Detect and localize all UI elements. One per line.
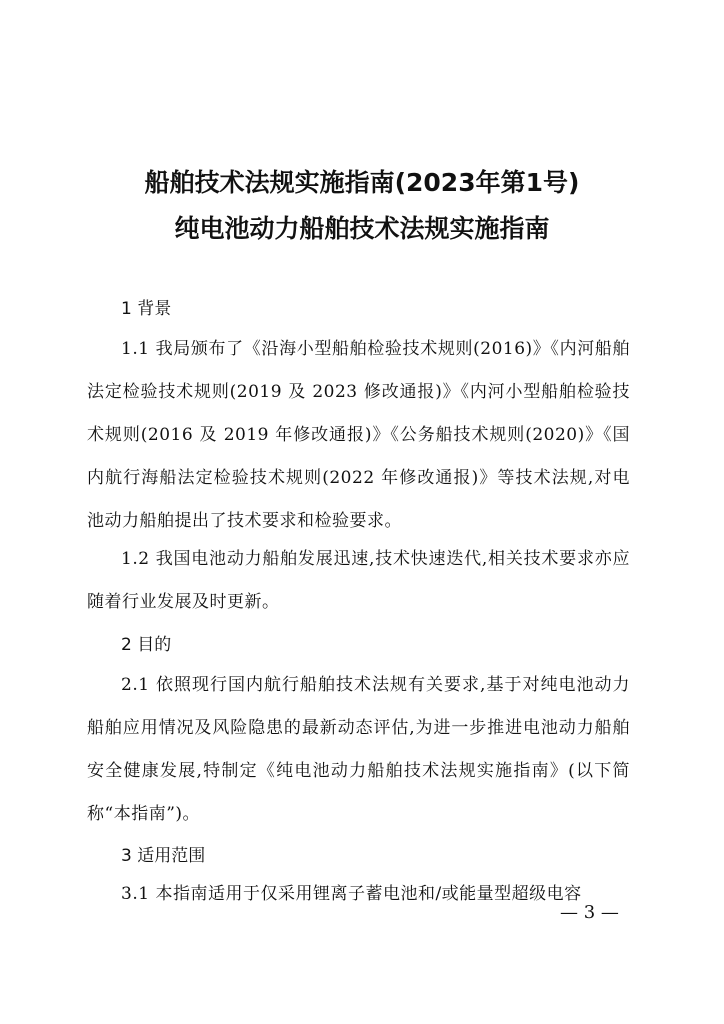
document-title-line-2: 纯电池动力船舶技术法规实施指南 [174, 214, 550, 243]
section-heading-scope: 3 适用范围 [121, 846, 206, 866]
section-heading-purpose: 2 目的 [121, 635, 172, 655]
section-heading-background: 1 背景 [121, 299, 172, 319]
paragraph-3-1: 3.1 本指南适用于仅采用锂离子蓄电池和/或能量型超级电容 [121, 884, 582, 904]
paragraph-2-1: 2.1 依照现行国内航行船舶技术法规有关要求,基于对纯电池动力船舶应用情况及风险隐患的最新动态评估,为进一步推进电池动力船舶安全健康发展,特制定《纯电池动力船舶技术法规实施指南》(以下简称“本指南”)。 [87, 675, 630, 824]
paragraph-1-1: 1.1 我局颁布了《沿海小型船舶检验技术规则(2016)》《内河船舶法定检验技术规则(2019 及 2023 修改通报)》《内河小型船舶检验技术规则(2016 及 2019 年修改通报)》《公务船技术规则(2020)》《国内航行海船法定检验技术规则(2022 年修改通报)》等技术法规,对电池动力船舶提出了技术要求和检验要求。 [87, 339, 630, 531]
paragraph-1-2: 1.2 我国电池动力船舶发展迅速,技术快速迭代,相关技术要求亦应随着行业发展及时更新。 [87, 549, 630, 612]
page-number: — 3 — [560, 902, 619, 923]
document-title-line-1: 船舶技术法规实施指南(2023年第1号) [144, 168, 580, 197]
